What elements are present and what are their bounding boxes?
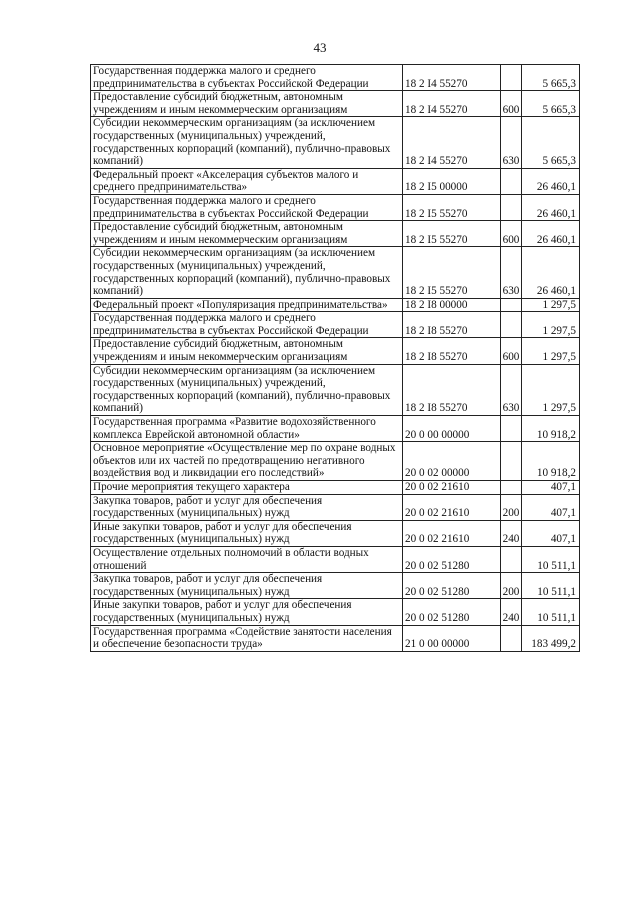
row-expense-type-cell — [501, 168, 522, 194]
budget-table — [90, 64, 580, 652]
row-code-cell: 20 0 02 00000 — [403, 442, 501, 481]
row-amount-cell: 1 297,5 — [522, 338, 580, 364]
row-name-cell: Закупка товаров, работ и услуг для обеспечения государственных (муниципальных) нужд — [91, 573, 403, 599]
row-expense-type-cell: 240 — [501, 599, 522, 625]
row-amount-cell: 407,1 — [522, 494, 580, 520]
table-row — [91, 364, 580, 415]
row-code-cell: 18 2 I5 55270 — [403, 247, 501, 298]
table-row — [91, 91, 580, 117]
page-number: 43 — [313, 40, 327, 55]
table-row — [91, 338, 580, 364]
row-expense-type-cell — [501, 546, 522, 572]
row-expense-type-cell — [501, 194, 522, 220]
row-amount-cell: 10 511,1 — [522, 546, 580, 572]
row-name-cell: Государственная программа «Содействие занятости населения и обеспечение безопасности труда» — [91, 625, 403, 651]
table-row — [91, 573, 580, 599]
row-code-cell: 18 2 I5 55270 — [403, 194, 501, 220]
row-code-cell: 18 2 I8 00000 — [403, 298, 501, 312]
row-name-cell: Федеральный проект «Акселерация субъектов малого и среднего предпринимательства» — [91, 168, 403, 194]
row-code-cell: 20 0 02 21610 — [403, 494, 501, 520]
row-expense-type-cell — [501, 481, 522, 495]
table-row — [91, 298, 580, 312]
row-amount-cell: 10 918,2 — [522, 442, 580, 481]
table-row — [91, 481, 580, 495]
row-name-cell: Предоставление субсидий бюджетным, автономным учреждениям и иным некоммерческим организациям — [91, 338, 403, 364]
row-amount-cell: 26 460,1 — [522, 194, 580, 220]
row-code-cell: 18 2 I8 55270 — [403, 312, 501, 338]
row-expense-type-cell: 200 — [501, 494, 522, 520]
row-amount-cell: 10 511,1 — [522, 599, 580, 625]
row-code-cell: 20 0 02 21610 — [403, 520, 501, 546]
row-amount-cell: 26 460,1 — [522, 247, 580, 298]
table-row — [91, 599, 580, 625]
table-row — [91, 168, 580, 194]
row-code-cell: 18 2 I4 55270 — [403, 91, 501, 117]
table-row — [91, 625, 580, 651]
row-name-cell: Государственная поддержка малого и среднего предпринимательства в субъектах Российской Федерации — [91, 312, 403, 338]
row-code-cell: 20 0 02 51280 — [403, 599, 501, 625]
row-name-cell: Осуществление отдельных полномочий в области водных отношений — [91, 546, 403, 572]
row-expense-type-cell: 630 — [501, 247, 522, 298]
table-row — [91, 520, 580, 546]
row-expense-type-cell — [501, 416, 522, 442]
row-expense-type-cell: 600 — [501, 221, 522, 247]
table-row — [91, 546, 580, 572]
row-amount-cell: 5 665,3 — [522, 117, 580, 168]
row-expense-type-cell: 630 — [501, 364, 522, 415]
row-name-cell: Предоставление субсидий бюджетным, автономным учреждениям и иным некоммерческим организациям — [91, 91, 403, 117]
row-expense-type-cell: 600 — [501, 338, 522, 364]
row-expense-type-cell — [501, 298, 522, 312]
row-amount-cell: 10 511,1 — [522, 573, 580, 599]
row-expense-type-cell — [501, 625, 522, 651]
row-name-cell: Закупка товаров, работ и услуг для обеспечения государственных (муниципальных) нужд — [91, 494, 403, 520]
row-amount-cell: 1 297,5 — [522, 298, 580, 312]
table-row — [91, 117, 580, 168]
row-name-cell: Государственная программа «Развитие водохозяйственного комплекса Еврейской автономной области» — [91, 416, 403, 442]
row-amount-cell: 5 665,3 — [522, 91, 580, 117]
row-expense-type-cell — [501, 312, 522, 338]
row-name-cell: Предоставление субсидий бюджетным, автономным учреждениям и иным некоммерческим организациям — [91, 221, 403, 247]
row-name-cell: Федеральный проект «Популяризация предпринимательства» — [91, 298, 403, 312]
row-expense-type-cell — [501, 442, 522, 481]
row-name-cell: Государственная поддержка малого и среднего предпринимательства в субъектах Российской Федерации — [91, 65, 403, 91]
row-expense-type-cell: 200 — [501, 573, 522, 599]
table-row — [91, 494, 580, 520]
row-name-cell: Субсидии некоммерческим организациям (за исключением государственных (муниципальных) учреждений, государственных корпораций (компаний), публично-правовых компаний) — [91, 364, 403, 415]
row-amount-cell: 407,1 — [522, 481, 580, 495]
row-expense-type-cell: 240 — [501, 520, 522, 546]
row-name-cell: Государственная поддержка малого и среднего предпринимательства в субъектах Российской Федерации — [91, 194, 403, 220]
row-expense-type-cell: 630 — [501, 117, 522, 168]
row-code-cell: 18 2 I5 55270 — [403, 221, 501, 247]
row-code-cell: 18 2 I5 00000 — [403, 168, 501, 194]
table-row — [91, 312, 580, 338]
row-code-cell: 18 2 I4 55270 — [403, 65, 501, 91]
row-code-cell: 20 0 02 21610 — [403, 481, 501, 495]
row-name-cell: Субсидии некоммерческим организациям (за исключением государственных (муниципальных) учреждений, государственных корпораций (компаний), публично-правовых компаний) — [91, 117, 403, 168]
table-row — [91, 194, 580, 220]
row-code-cell: 20 0 02 51280 — [403, 546, 501, 572]
row-expense-type-cell: 600 — [501, 91, 522, 117]
row-amount-cell: 1 297,5 — [522, 364, 580, 415]
row-amount-cell: 26 460,1 — [522, 221, 580, 247]
row-amount-cell: 1 297,5 — [522, 312, 580, 338]
row-amount-cell: 10 918,2 — [522, 416, 580, 442]
table-row — [91, 416, 580, 442]
row-name-cell: Субсидии некоммерческим организациям (за исключением государственных (муниципальных) учреждений, государственных корпораций (компаний), публично-правовых компаний) — [91, 247, 403, 298]
row-name-cell: Иные закупки товаров, работ и услуг для обеспечения государственных (муниципальных) нужд — [91, 599, 403, 625]
row-name-cell: Иные закупки товаров, работ и услуг для обеспечения государственных (муниципальных) нужд — [91, 520, 403, 546]
row-amount-cell: 26 460,1 — [522, 168, 580, 194]
table-row — [91, 442, 580, 481]
row-name-cell: Основное мероприятие «Осуществление мер по охране водных объектов или их частей по предотвращению негативного воздействия вод и ликвидации его последствий» — [91, 442, 403, 481]
row-amount-cell: 5 665,3 — [522, 65, 580, 91]
row-code-cell: 18 2 I8 55270 — [403, 364, 501, 415]
row-code-cell: 18 2 I4 55270 — [403, 117, 501, 168]
row-code-cell: 20 0 02 51280 — [403, 573, 501, 599]
row-amount-cell: 407,1 — [522, 520, 580, 546]
table-body — [91, 65, 580, 652]
table-row — [91, 247, 580, 298]
row-amount-cell: 183 499,2 — [522, 625, 580, 651]
row-code-cell: 21 0 00 00000 — [403, 625, 501, 651]
row-name-cell: Прочие мероприятия текущего характера — [91, 481, 403, 495]
table-row — [91, 221, 580, 247]
row-code-cell: 18 2 I8 55270 — [403, 338, 501, 364]
row-expense-type-cell — [501, 65, 522, 91]
table-row — [91, 65, 580, 91]
row-code-cell: 20 0 00 00000 — [403, 416, 501, 442]
